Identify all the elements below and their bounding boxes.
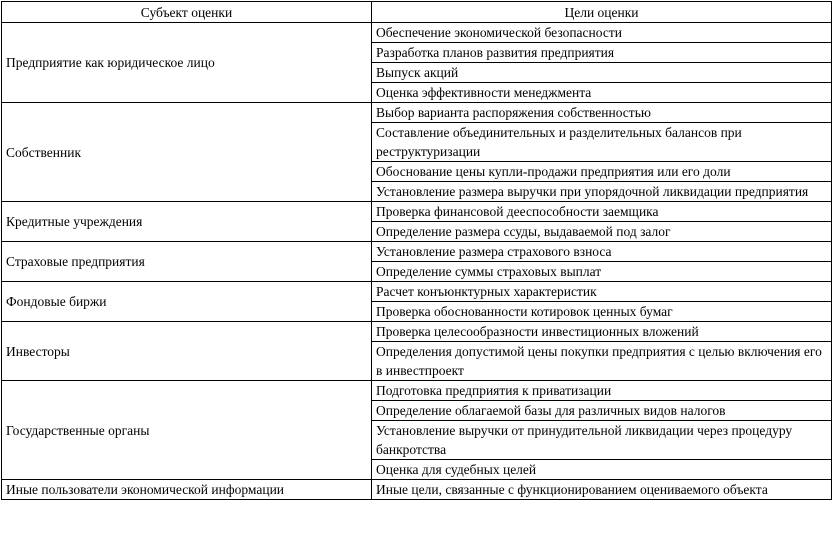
goal-cell: Расчет конъюнктурных характеристик xyxy=(372,282,832,302)
goal-cell: Иные цели, связанные с функционированием оцениваемого объекта xyxy=(372,480,832,500)
goal-cell: Подготовка предприятия к приватизации xyxy=(372,381,832,401)
goal-cell: Определение суммы страховых выплат xyxy=(372,262,832,282)
subject-cell: Страховые предприятия xyxy=(2,242,372,282)
subject-cell: Государственные органы xyxy=(2,381,372,480)
goal-cell: Оценка для судебных целей xyxy=(372,460,832,480)
table-row xyxy=(2,322,832,342)
goal-cell: Проверка финансовой дееспособности заемщика xyxy=(372,202,832,222)
header-row xyxy=(2,2,832,23)
goal-cell: Установление выручки от принудительной ликвидации через процедуру банкротства xyxy=(372,421,832,460)
subject-cell: Иные пользователи экономической информации xyxy=(2,480,372,500)
table-row xyxy=(2,480,832,500)
goal-cell: Обеспечение экономической безопасности xyxy=(372,23,832,43)
goal-cell: Проверка обоснованности котировок ценных бумаг xyxy=(372,302,832,322)
goal-cell: Составление объединительных и разделительных балансов при реструктуризации xyxy=(372,123,832,162)
table-row xyxy=(2,242,832,262)
subject-cell: Фондовые биржи xyxy=(2,282,372,322)
subject-cell: Предприятие как юридическое лицо xyxy=(2,23,372,103)
table-row xyxy=(2,202,832,222)
goal-cell: Установление размера выручки при упорядочной ликвидации предприятия xyxy=(372,182,832,202)
header-goals: Цели оценки xyxy=(372,2,832,23)
goal-cell: Определение облагаемой базы для различных видов налогов xyxy=(372,401,832,421)
goal-cell: Оценка эффективности менеджмента xyxy=(372,83,832,103)
subject-cell: Собственник xyxy=(2,103,372,202)
goal-cell: Проверка целесообразности инвестиционных вложений xyxy=(372,322,832,342)
table-row xyxy=(2,23,832,43)
goal-cell: Определения допустимой цены покупки предприятия с целью включения его в инвестпроект xyxy=(372,342,832,381)
goal-cell: Разработка планов развития предприятия xyxy=(372,43,832,63)
subject-cell: Инвесторы xyxy=(2,322,372,381)
subject-cell: Кредитные учреждения xyxy=(2,202,372,242)
header-subject: Субъект оценки xyxy=(2,2,372,23)
goal-cell: Установление размера страхового взноса xyxy=(372,242,832,262)
table-row xyxy=(2,103,832,123)
valuation-goals-table xyxy=(1,1,832,500)
table-row xyxy=(2,381,832,401)
goal-cell: Выбор варианта распоряжения собственностью xyxy=(372,103,832,123)
goal-cell: Обоснование цены купли-продажи предприятия или его доли xyxy=(372,162,832,182)
goal-cell: Определение размера ссуды, выдаваемой под залог xyxy=(372,222,832,242)
table-row xyxy=(2,282,832,302)
goal-cell: Выпуск акций xyxy=(372,63,832,83)
